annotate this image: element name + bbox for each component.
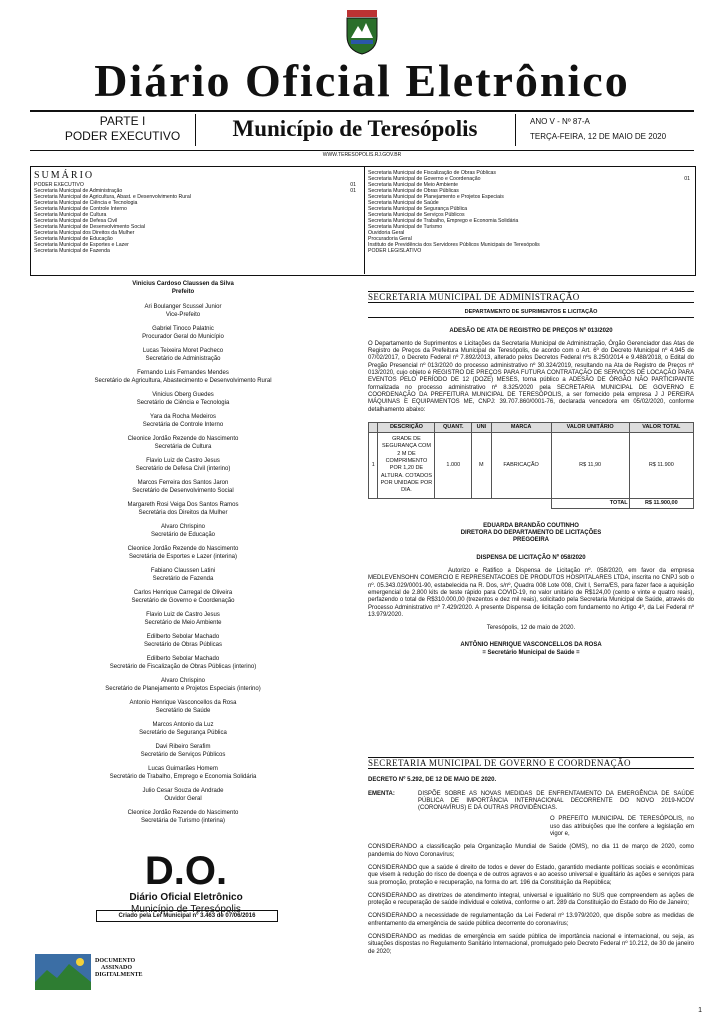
digital-line: ASSINADO — [101, 965, 133, 971]
do-logo: D.O. — [144, 849, 228, 893]
signature-role: = Secretário Municipal de Saúde = — [482, 649, 580, 656]
summary-item-name: Secretaria Municipal de Desenvolvimento Social — [34, 224, 146, 230]
official-name: Fernando Luis Fernandes Mendes — [137, 370, 229, 376]
table-header-cell: QUANT. — [435, 422, 472, 432]
table-header-cell — [369, 422, 378, 432]
official-name: Alvaro Chrispino — [160, 678, 206, 684]
official-role: Secretário de Educação — [150, 531, 216, 538]
official-entry — [30, 436, 336, 451]
officials-list — [30, 281, 336, 832]
considerando-paragraph: CONSIDERANDO as medidas de emergência em saúde pública de importância nacional e internacional, ou seja, as situações dispostas no Regulamento Sanitário Internacional, promulgado pelo Decreto Federal nº 10.212, de 30 de janeiro de 2020; — [368, 934, 694, 955]
total-label: TOTAL — [551, 498, 629, 508]
summary-divider — [364, 166, 365, 274]
header-divider — [195, 114, 196, 146]
official-entry — [30, 700, 336, 715]
table-header-cell: UNI — [472, 422, 491, 432]
summary-item-page — [354, 248, 356, 254]
considerando-paragraph: CONSIDERANDO a necessidade de regulamentação da Lei Federal nº 13.979/2020, que dispõe sobre as medidas de enfrentamento da emergência de saúde pública decorrente do coronavírus; — [368, 913, 694, 927]
table-header-cell: DESCRIÇÃO — [378, 422, 435, 432]
summary-item-page: 01 — [350, 188, 356, 194]
summary-item-name: Secretaria Municipal de Cultura — [34, 212, 107, 218]
summary-item-name: Ouvidoria Geral — [368, 230, 405, 236]
summary-item-name: Secretaria Municipal de Turismo — [368, 224, 443, 230]
official-role: Secretário de Trabalho, Emprego e Economia Solidária — [109, 773, 257, 780]
considerando-paragraph: CONSIDERANDO que a saúde é direito de todos e dever do Estado, garantido mediante políticas sociais e econômicas que visem à redução do risco de doença e de outros agravos e ao acesso universal e igualitário às ações e serviços para sua promoção, proteção e recuperação, na forma do art. 196 da Constituição da República; — [368, 864, 694, 886]
part-label — [60, 114, 185, 144]
official-name: Vinicius Oberg Guedes — [152, 392, 214, 398]
summary-item-name: Secretaria Municipal de Planejamento e Projetos Especiais — [368, 194, 504, 200]
official-name: Vinicius Cardoso Claussen da Silva — [132, 281, 234, 287]
masthead-title: Diário Oficial Eletrônico — [94, 55, 630, 106]
official-role: Secretário de Saúde — [155, 707, 211, 714]
part-number: PARTE I — [99, 114, 146, 128]
official-entry — [30, 326, 336, 341]
official-entry — [30, 656, 336, 671]
gov-section — [368, 757, 694, 956]
official-role: Secretária de Esportes e Lazer (interina) — [128, 553, 238, 560]
table-header-cell: VALOR TOTAL — [629, 422, 693, 432]
official-name: Cleonice Jordão Rezende do Nascimento — [127, 810, 239, 816]
official-entry — [30, 502, 336, 517]
official-name: Flavio Luiz de Castro Jesus — [146, 458, 220, 464]
official-role: Secretária de Turismo (interina) — [140, 817, 226, 824]
official-name: Cleonice Jordão Rezende do Nascimento — [127, 546, 239, 552]
table-cell: R$ 11.900 — [629, 433, 693, 498]
official-role: Secretário de Segurança Pública — [139, 729, 227, 736]
summary-left — [34, 170, 356, 254]
official-entry — [30, 744, 336, 759]
official-entry — [30, 480, 336, 495]
do-branding — [96, 850, 276, 915]
official-role: Secretário de Governo e Coordenação — [131, 597, 235, 604]
official-entry — [30, 524, 336, 539]
official-entry — [30, 458, 336, 473]
price-table — [368, 422, 694, 509]
summary-item-name: PODER LEGISLATIVO — [368, 248, 422, 254]
official-role: Secretário de Fiscalização de Obras Públicas (interino) — [109, 663, 257, 670]
official-name: Edilberto Sebolar Machado — [146, 634, 220, 640]
summary-title: SUMÁRIO — [34, 170, 95, 181]
official-role: Secretário de Meio Ambiente — [144, 619, 222, 626]
considerando-paragraph: CONSIDERANDO as diretrizes de atendimento integral, universal e igualitário no SUS que compreendem as ações de proteção e recuperação de saúde individual e coletiva, conforme o art. 289 da Constituição do Estado do Rio de Janeiro; — [368, 892, 694, 907]
table-cell: GRADE DE SEGURANÇA COM 2 M DE COMPRIMENTO POR 1,20 DE ALTURA. COTADOS POR UNIDADE POR DIA. — [378, 433, 435, 498]
digital-signature-text — [95, 958, 143, 979]
dispensa-title: DISPENSA DE LICITAÇÃO Nº 058/2020 — [476, 554, 586, 561]
official-entry — [30, 392, 336, 407]
signature-role: DIRETORA DO DEPARTAMENTO DE LICITAÇÕES — [460, 530, 602, 537]
decree-title: DECRETO Nº 5.292, DE 12 DE MAIO DE 2020. — [368, 777, 497, 784]
official-role: Secretária dos Direitos da Mulher — [138, 509, 228, 516]
do-subtitle: Município de Teresópolis — [131, 904, 241, 915]
dispensa-place-date: Teresópolis, 12 de maio de 2020. — [486, 625, 576, 632]
header-rule — [30, 150, 694, 151]
section-heading: SECRETARIA MUNICIPAL DE ADMINISTRAÇÃO — [368, 291, 694, 303]
official-name: Julio Cesar Souza de Andrade — [142, 788, 224, 794]
official-entry — [30, 590, 336, 605]
do-title: Diário Oficial Eletrônico — [129, 892, 243, 903]
page-number: 1 — [698, 1007, 702, 1014]
summary-item[interactable] — [368, 248, 690, 254]
official-role: Secretário de Serviços Públicos — [140, 751, 226, 758]
table-cell: R$ 11,90 — [551, 433, 629, 498]
summary-item-name: Secretaria Municipal de Ciência e Tecnologia — [34, 200, 138, 206]
official-role: Secretário de Planejamento e Projetos Especiais (interino) — [105, 685, 261, 692]
table-header-cell: MARCA — [491, 422, 551, 432]
ementa-text: DISPÕE SOBRE AS NOVAS MEDIDAS DE ENFRENTAMENTO DA EMERGÊNCIA DE SAÚDE PÚBLICA DE IMPORTÂNCIA INTERNACIONAL DECORRENTE DO NOVO 2019-NCOV (CORONAVÍRUS) E DÁ OUTRAS PROVIDÊNCIAS. — [418, 790, 694, 812]
official-name: Flavio Luiz de Castro Jesus — [146, 612, 220, 618]
summary-item-page: 01 — [350, 182, 356, 188]
official-entry — [30, 414, 336, 429]
official-entry — [30, 568, 336, 583]
summary-item-name: Instituto de Previdência dos Servidores Públicos Municipais de Teresópolis — [368, 242, 540, 248]
dispensa-text: Autorizo e Ratifico a Dispensa de Licitação nº. 058/2020, em favor da empresa MEDLEVENSOHN COMERCIO E REPRESENTACOES DE PRODUTOS HOSPITALARES LTDA, inscrita no CNPJ sob o nº. 05.343.029/0001-90, estabelecida na R. Dos, s/nº, Quadra 008 Lote 008, Civit I, Serra/ES, para fazer face a aquisição emergencial de 2.800 kits de teste rápido para COVID-19, no valor unitário de R$124,00 (cento e vinte e quatro reais), perfazendo o total de R$310.000,00 (trezentos e dez mil reais), solicitado pela Secretaria Municipal de Saúde, através do Processo Administrativo nº 7.429/2020. A presente Dispensa de licitação com fundamento no Artigo 4º, da Lei Federal nº 13.979/2020. — [368, 568, 694, 618]
official-name: Lucas Teixeira Moret Pacheco — [142, 348, 224, 354]
table-cell: FABRICAÇÃO — [491, 433, 551, 498]
summary-item-name: Secretaria Municipal de Defesa Civil — [34, 218, 118, 224]
official-name: Yara da Rocha Medeiros — [150, 414, 216, 420]
official-role: Secretário de Agricultura, Abastecimento e Desenvolvimento Rural — [94, 377, 272, 384]
summary-item-name: Secretaria Municipal de Educação — [34, 236, 113, 242]
official-role: Secretário de Administração — [145, 355, 221, 362]
admin-section — [368, 291, 694, 657]
header-divider — [515, 114, 516, 146]
official-entry — [30, 766, 336, 781]
official-role: Procurador Geral do Município — [142, 333, 224, 340]
official-name: Edilberto Sebolar Machado — [146, 656, 220, 662]
official-entry — [30, 348, 336, 363]
summary-item-name: Secretaria Municipal dos Direitos da Mulher — [34, 230, 135, 236]
summary-item[interactable] — [34, 248, 356, 254]
digital-line: DIGITALMENTE — [95, 972, 143, 978]
official-name: Alvaro Chrispino — [160, 524, 206, 530]
summary-item-name: Secretaria Municipal de Obras Públicas — [368, 188, 459, 194]
digital-line: DOCUMENTO — [95, 958, 136, 964]
official-entry — [30, 634, 336, 649]
official-entry — [30, 546, 336, 561]
official-role: Prefeito — [171, 288, 195, 295]
official-role: Secretário de Desenvolvimento Social — [132, 487, 234, 494]
edition-date: TERÇA-FEIRA, 12 DE MAIO DE 2020 — [530, 132, 667, 141]
signature-role: PREGOEIRA — [512, 537, 549, 544]
summary-item-name: Secretaria Municipal de Trabalho, Emprego e Economia Solidária — [368, 218, 519, 224]
official-name: Antonio Henrique Vasconcellos da Rosa — [129, 700, 237, 706]
official-entry — [30, 304, 336, 319]
summary-item-page — [688, 248, 690, 254]
official-entry — [30, 370, 336, 385]
summary-item-name: Secretaria Municipal de Fazenda — [34, 248, 110, 254]
section-heading: SECRETARIA MUNICIPAL DE GOVERNO E COORDENAÇÃO — [368, 757, 694, 769]
official-entry — [30, 788, 336, 803]
signature-name: ANTÔNIO HENRIQUE VASCONCELLOS DA ROSA — [460, 642, 602, 649]
official-name: Carlos Henrique Carregal de Oliveira — [133, 590, 233, 596]
official-role: Vice-Prefeito — [165, 311, 201, 318]
official-entry — [30, 722, 336, 737]
official-name: Davi Ribeiro Serafim — [155, 744, 211, 750]
summary-item-name: PODER EXECUTIVO — [34, 182, 84, 188]
official-name: Margareth Rosi Veiga Dos Santos Ramos — [127, 502, 239, 508]
summary-item-name: Secretaria Municipal de Governo e Coordenação — [368, 176, 481, 182]
summary-item-name: Secretaria Municipal de Esportes e Lazer — [34, 242, 129, 248]
table-cell: M — [472, 433, 491, 498]
table-header-cell: VALOR UNITÁRIO — [551, 422, 629, 432]
summary-item-name: Secretaria Municipal de Controle Interno — [34, 206, 127, 212]
creation-law: Criado pela Lei Municipal nº 3.463 de 07/06/2016 — [96, 910, 278, 922]
official-name: Fabiano Claussen Latini — [150, 568, 216, 574]
summary-right — [368, 170, 690, 254]
department-heading: DEPARTAMENTO DE SUPRIMENTOS E LICITAÇÃO — [368, 309, 694, 317]
summary-item-name: Secretaria Municipal de Administração — [34, 188, 123, 194]
summary-item-page: 01 — [684, 176, 690, 182]
ementa-label: EMENTA: — [368, 790, 395, 797]
official-entry — [30, 281, 336, 296]
official-entry — [30, 612, 336, 627]
ementa-block — [368, 791, 694, 813]
website-url[interactable]: WWW.TERESOPOLIS.RJ.GOV.BR — [322, 152, 402, 158]
table-cell: 1.000 — [435, 433, 472, 498]
official-name: Marcos Ferreira dos Santos Jaron — [137, 480, 229, 486]
official-name: Gabriel Tinoco Palatnic — [152, 326, 214, 332]
summary-item-name: Procuradoria Geral — [368, 236, 412, 242]
municipality-name: Município de Teresópolis — [232, 116, 478, 141]
official-name: Marcos Antonio da Luz — [152, 722, 214, 728]
ata-text: O Departamento de Suprimentos e Licitações da Secretaria Municipal de Administração, Órgão Gerenciador das Atas de Registro de Preços da Prefeitura Municipal de Teresópolis, de acordo com o Art. 6º do Decreto Municipal nº 4.945 de 07/02/2017, o Decreto Federal nº 7.892/2013, alterado pelos Decretos Federal nºs 8.250/2014 e 9.488/2018, o Edital do Pregão Presencial nº 013/2020 do processo administrativo nº 30.324/2019, resultando na Ata de Registro de Preços nº 013/2020, cujo objeto é REGISTRO DE PREÇOS PARA FUTURA CONTRATAÇÃO DE SERVIÇOS DE LOCAÇÃO PARA EVENTOS PELO PERÍODO DE 12 (DOZE) MESES, torna público a ADESÃO DE ÓRGÃO NÃO PARTICIPANTE formalizada no processo administrativo nº 8.325/2020 pela SECRETARIA MUNICIPAL DE GOVERNO E COORDENAÇÃO DA PREFEITURA MUNICIPAL DE TERESÓPOLIS, a ser fornecido pela empresa J J PEREIRA MÁQUINAS E EQUIPAMENTOS ME, CNPJ: 39.707.860/0001-76, declarada vencedora em 05/02/2020, conforme detalhamento abaixo: — [368, 340, 694, 413]
header-rule — [30, 110, 694, 112]
official-role: Ouvidor Geral — [164, 795, 202, 802]
summary-item-name: Secretaria Municipal de Segurança Pública — [368, 206, 468, 212]
ata-title: ADESÃO DE ATA DE REGISTRO DE PREÇOS Nº 013/2020 — [449, 327, 613, 334]
official-entry — [30, 678, 336, 693]
table-cell: 1 — [369, 433, 378, 498]
coat-of-arms-icon — [343, 8, 381, 56]
power-name: PODER EXECUTIVO — [64, 129, 181, 143]
official-role: Secretário de Defesa Civil (interino) — [135, 465, 231, 472]
official-name: Ari Boulanger Scussel Junior — [144, 304, 222, 310]
official-role: Secretário de Fazenda — [152, 575, 214, 582]
official-role: Secretário de Ciência e Tecnologia — [136, 399, 230, 406]
considerando-paragraph: CONSIDERANDO a classificação pela Organização Mundial de Saúde (OMS), no dia 11 de março de 2020, como pandemia do Novo Coronavírus; — [368, 844, 694, 858]
signature-name: EDUARDA BRANDÃO COUTINHO — [483, 522, 579, 529]
summary-item-name: Secretaria Municipal de Fiscalização de Obras Públicas — [368, 170, 497, 176]
official-name: Cleonice Jordão Rezende do Nascimento — [127, 436, 239, 442]
edition-info — [530, 114, 700, 144]
total-value: R$ 11.900,00 — [629, 498, 693, 508]
summary-item-name: Secretaria Municipal de Saúde — [368, 200, 439, 206]
official-role: Secretária de Cultura — [154, 443, 212, 450]
edition-number: ANO V - Nº 87-A — [530, 117, 590, 126]
summary-item-name: Secretaria Municipal de Serviços Públicos — [368, 212, 465, 218]
official-role: Secretária de Controle Interno — [142, 421, 224, 428]
official-role: Secretário de Obras Públicas — [143, 641, 223, 648]
official-entry — [30, 810, 336, 825]
prefeito-clause: O PREFEITO MUNICIPAL DE TERESÓPOLIS, no uso das atribuições que lhe confere a legislação em vigor e, — [550, 816, 694, 838]
summary-item-name: Secretaria Municipal de Agricultura, Abast. e Desenvolvimento Rural — [34, 194, 191, 200]
official-name: Lucas Guimarães Homem — [148, 766, 218, 772]
summary-item-name: Secretaria Municipal de Meio Ambiente — [368, 182, 458, 188]
